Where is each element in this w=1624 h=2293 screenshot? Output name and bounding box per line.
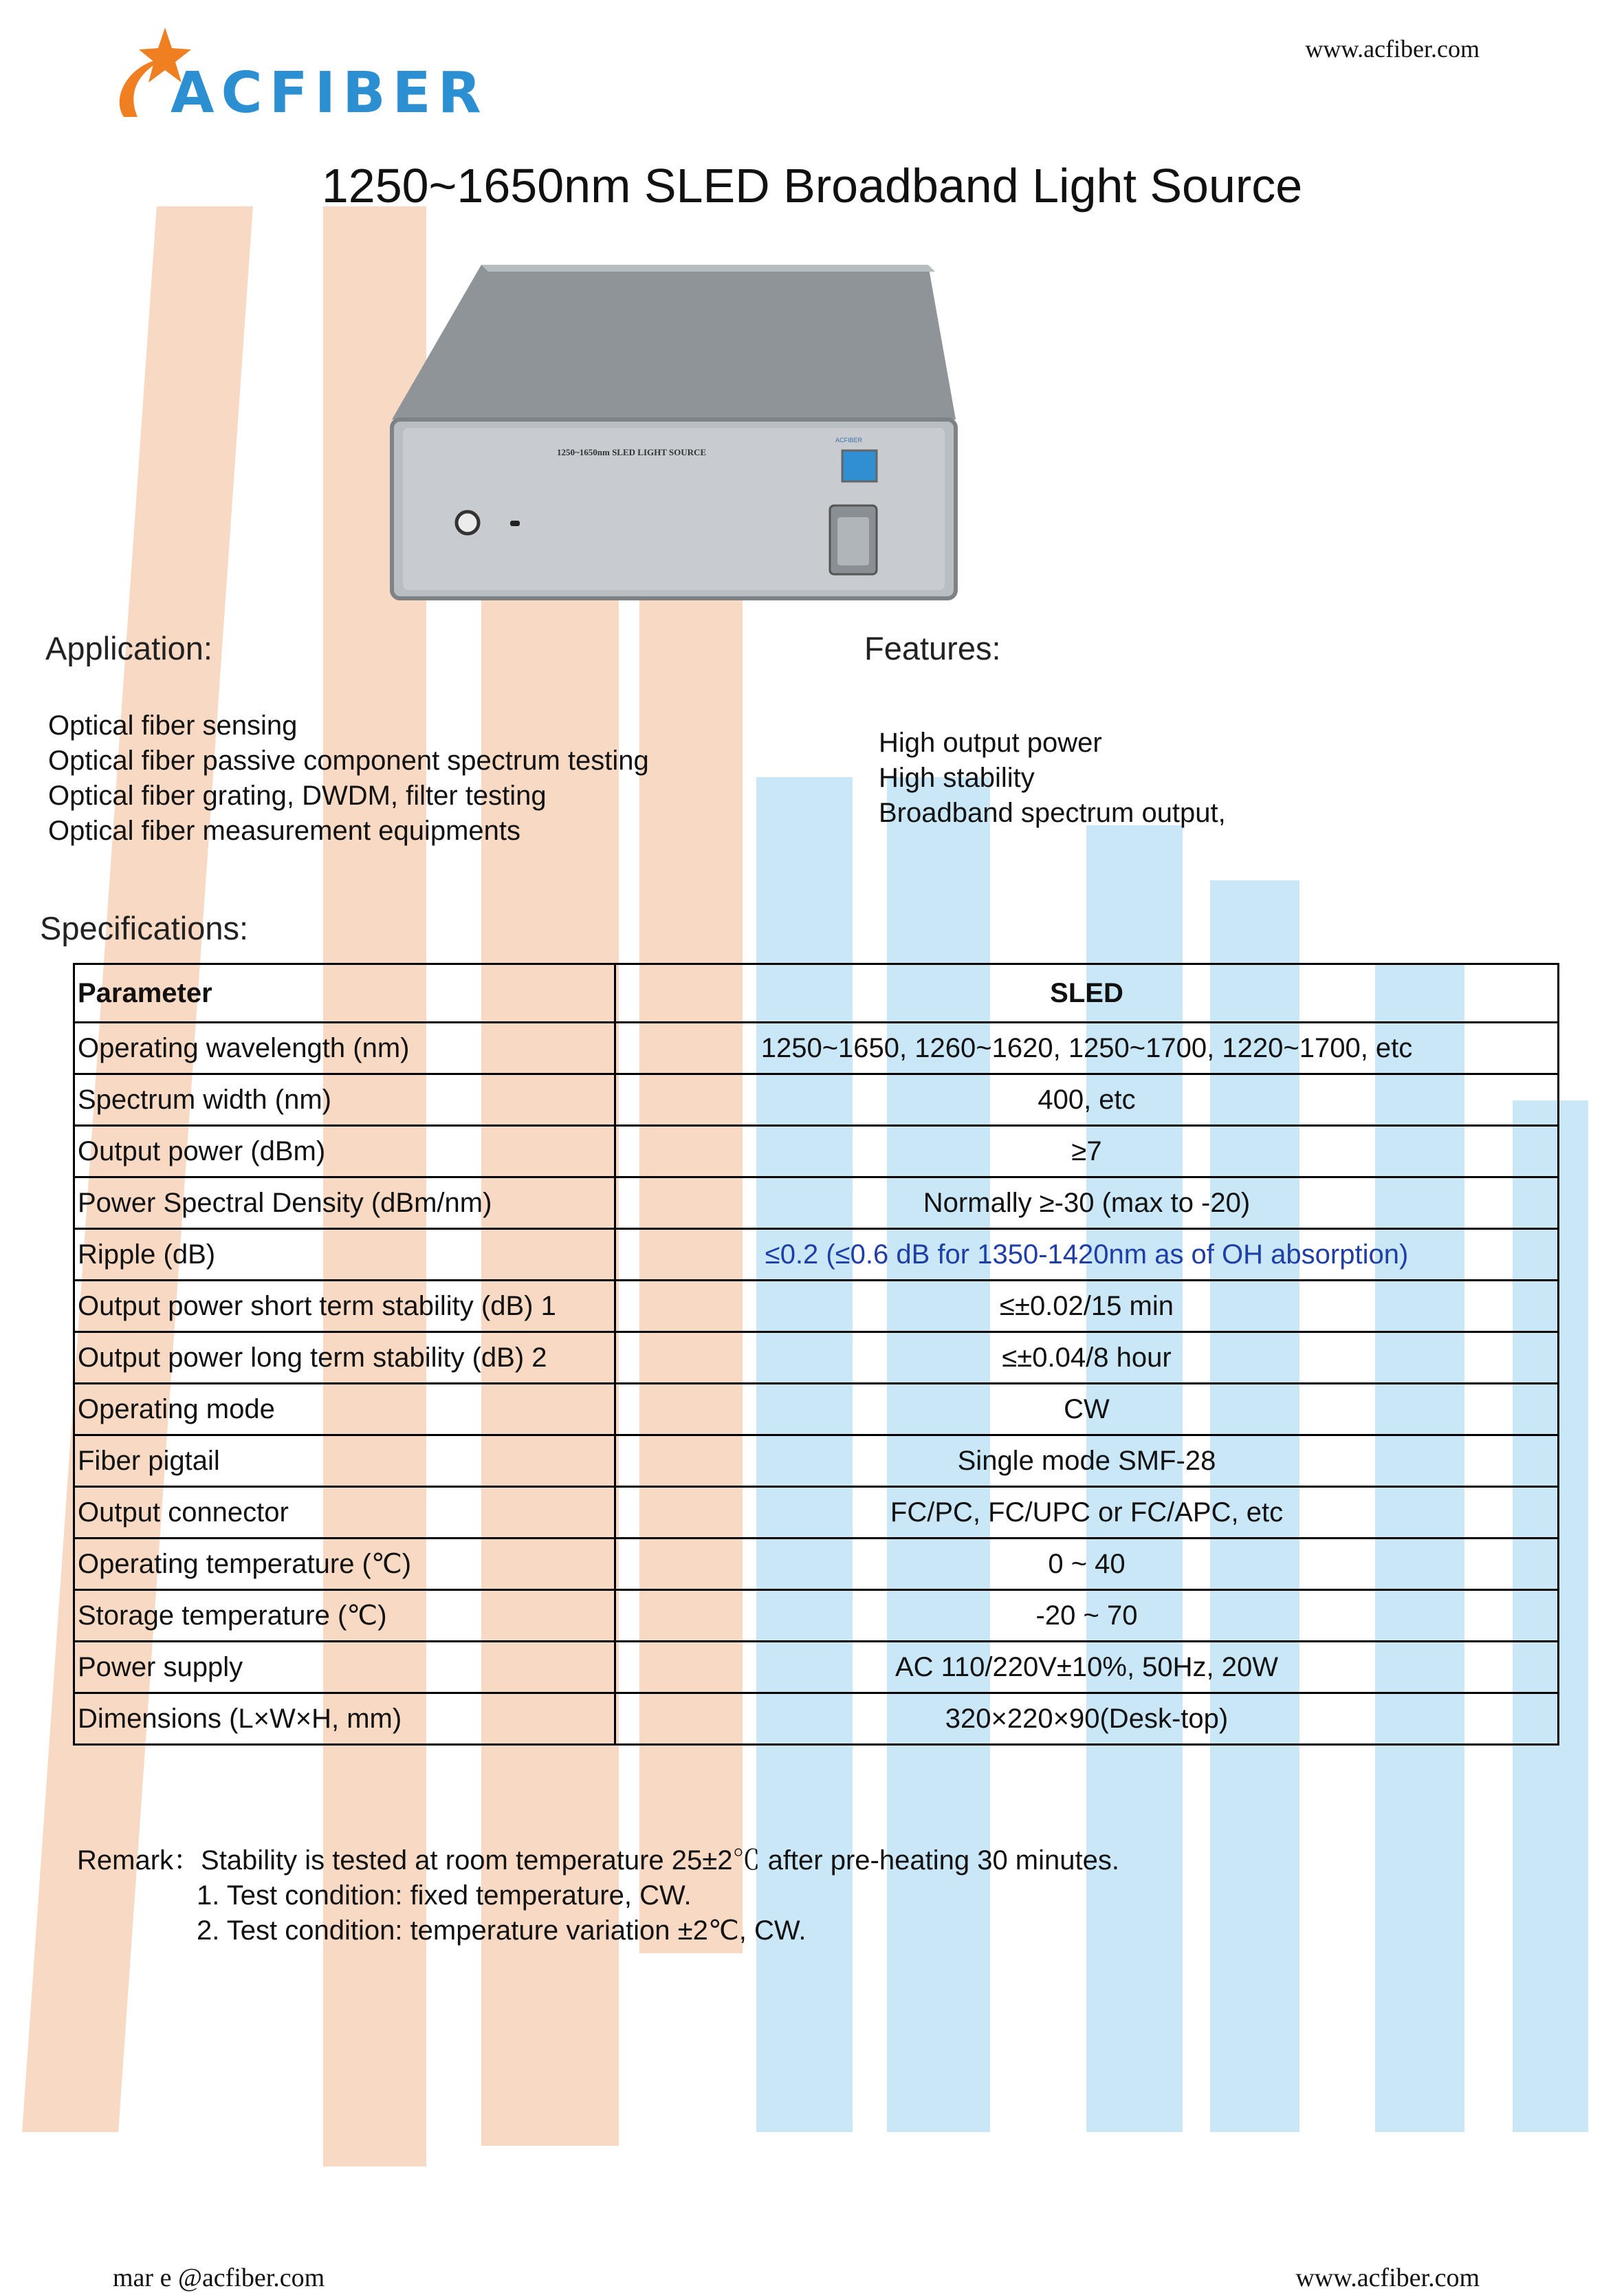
- row-parameter: Storage temperature (℃): [74, 1590, 615, 1642]
- table-row: [74, 1229, 1559, 1281]
- device-led-icon: [510, 521, 520, 526]
- row-value: 320×220×90(Desk-top): [615, 1693, 1559, 1745]
- row-parameter: Power supply: [74, 1642, 615, 1693]
- row-value: ≤0.2 (≤0.6 dB for 1350-1420nm as of OH absorption): [615, 1229, 1559, 1281]
- row-value: AC 110/220V±10%, 50Hz, 20W: [615, 1642, 1559, 1693]
- remark-item: 1. Test condition: fixed temperature, CW.: [197, 1880, 692, 1911]
- device-panel-label: 1250~1650nm SLED LIGHT SOURCE: [557, 447, 707, 457]
- row-parameter: Ripple (dB): [74, 1229, 615, 1281]
- row-parameter: Output connector: [74, 1487, 615, 1539]
- column-header-sled: SLED: [615, 964, 1559, 1023]
- list-item: High output power: [879, 728, 1102, 758]
- row-parameter: Operating temperature (℃): [74, 1539, 615, 1590]
- specifications-heading: Specifications:: [40, 910, 249, 946]
- list-item: Broadband spectrum output,: [879, 798, 1226, 828]
- application-list: [48, 708, 649, 849]
- table-row: [74, 1074, 1559, 1126]
- device-top-panel: [392, 265, 956, 420]
- list-item: Optical fiber passive component spectrum testing: [48, 746, 649, 776]
- table-row: [74, 1539, 1559, 1590]
- table-row: [74, 1126, 1559, 1177]
- table-row: [74, 1177, 1559, 1229]
- row-parameter: Dimensions (L×W×H, mm): [74, 1693, 615, 1745]
- row-value: 400, etc: [615, 1074, 1559, 1126]
- row-value: 1250~1650, 1260~1620, 1250~1700, 1220~1700, etc: [615, 1023, 1559, 1074]
- list-item: High stability: [879, 763, 1035, 793]
- table-row: [74, 1435, 1559, 1487]
- row-value: ≤±0.04/8 hour: [615, 1332, 1559, 1384]
- row-parameter: Power Spectral Density (dBm/nm): [74, 1177, 615, 1229]
- row-parameter: Fiber pigtail: [74, 1435, 615, 1487]
- header-website-link[interactable]: www.acfiber.com: [1305, 35, 1480, 63]
- row-parameter: Output power (dBm): [74, 1126, 615, 1177]
- application-heading: Application:: [45, 630, 212, 666]
- remark-block: [77, 1843, 1119, 1948]
- list-item: Optical fiber grating, DWDM, filter testing: [48, 781, 547, 811]
- list-item: Optical fiber measurement equipments: [48, 816, 520, 846]
- acfiber-logo: [110, 21, 488, 138]
- row-parameter: Spectrum width (nm): [74, 1074, 615, 1126]
- column-header-parameter: Parameter: [74, 964, 615, 1023]
- row-value: Single mode SMF-28: [615, 1435, 1559, 1487]
- row-parameter: Operating mode: [74, 1384, 615, 1435]
- remark-item: 2. Test condition: temperature variation ±2℃, CW.: [197, 1915, 806, 1946]
- table-row: [74, 1693, 1559, 1745]
- product-photo: [385, 248, 969, 633]
- table-row: [74, 1487, 1559, 1539]
- row-parameter: Operating wavelength (nm): [74, 1023, 615, 1074]
- row-value: 0 ~ 40: [615, 1539, 1559, 1590]
- device-brand-mark: ACFIBER: [835, 437, 863, 444]
- list-item: Optical fiber sensing: [48, 710, 298, 741]
- row-value: -20 ~ 70: [615, 1590, 1559, 1642]
- table-header-row: [74, 964, 1559, 1023]
- device-key-switch-icon: [457, 512, 479, 534]
- table-row: [74, 1023, 1559, 1074]
- footer-website-link[interactable]: www.acfiber.com: [1295, 2263, 1480, 2292]
- features-list: [879, 726, 1226, 831]
- footer-email-link[interactable]: mar e @acfiber.com: [113, 2263, 325, 2292]
- table-row: [74, 1332, 1559, 1384]
- table-row: [74, 1384, 1559, 1435]
- row-parameter: Output power short term stability (dB) 1: [74, 1281, 615, 1332]
- row-value: CW: [615, 1384, 1559, 1435]
- table-row: [74, 1590, 1559, 1642]
- features-heading: Features:: [864, 630, 1001, 666]
- table-row: [74, 1642, 1559, 1693]
- page-title: 1250~1650nm SLED Broadband Light Source: [321, 159, 1303, 213]
- row-value: ≤±0.02/15 min: [615, 1281, 1559, 1332]
- logo-wordmark: ACFIBER: [171, 61, 488, 126]
- specifications-table: [73, 963, 1559, 1746]
- remark-intro: Remark：Stability is tested at room temperature 25±2℃ after pre-heating 30 minutes.: [77, 1845, 1119, 1876]
- row-parameter: Output power long term stability (dB) 2: [74, 1332, 615, 1384]
- device-display-icon: [842, 450, 877, 481]
- row-value: FC/PC, FC/UPC or FC/APC, etc: [615, 1487, 1559, 1539]
- table-row: [74, 1281, 1559, 1332]
- row-value: Normally ≥-30 (max to -20): [615, 1177, 1559, 1229]
- row-value: ≥7: [615, 1126, 1559, 1177]
